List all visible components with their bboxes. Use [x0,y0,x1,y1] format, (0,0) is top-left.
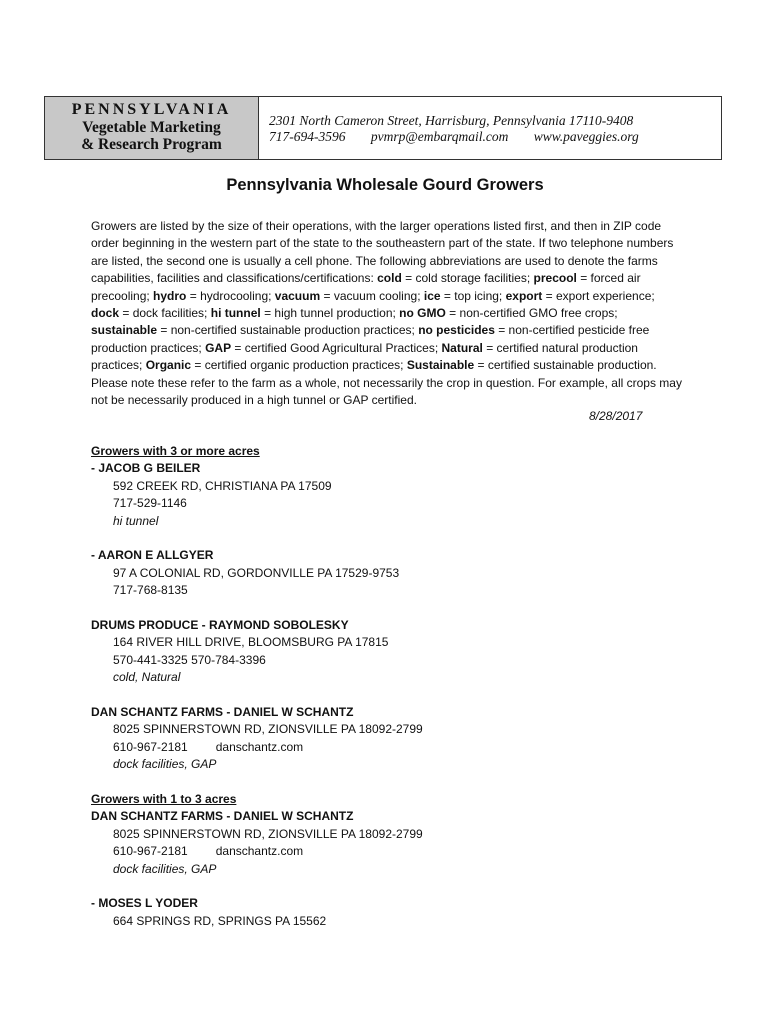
letterhead [44,96,722,160]
org-address: 2301 North Cameron Street, Harrisburg, Pennsylvania 17110-9408 [269,113,634,128]
grower-contact-line [91,495,691,512]
abbreviation-definition: = non-certified sustainable production practices; [157,323,419,338]
grower-name: DAN SCHANTZ FARMS - DANIEL W SCHANTZ [91,809,354,824]
abbreviation-definition: = export experience; [542,288,655,303]
grower-website[interactable]: danschantz.com [215,739,304,754]
grower-phone: 570-441-3325 570-784-3396 [113,652,266,667]
group-heading: Growers with 1 to 3 acres [91,792,237,807]
grower-contact-line [91,582,691,599]
abbreviation-definition: = certified Good Agricultural Practices; [231,340,442,355]
grower-attributes: dock facilities, GAP [113,861,217,876]
abbreviation-term: vacuum [274,288,321,303]
grower-name: DRUMS PRODUCE - RAYMOND SOBOLESKY [91,618,349,633]
grower-phone: 610-967-2181 [113,844,188,859]
abbreviation-term: Organic [145,358,192,373]
abbreviation-definition: = cold storage facilities; [401,271,534,286]
org-subtitle-line-1: Vegetable Marketing [82,119,221,136]
abbreviation-term: Sustainable [406,358,475,373]
abbreviation-term: hi tunnel [210,306,261,321]
abbreviation-term: Natural [441,340,483,355]
grower-entry [91,895,691,930]
org-subtitle-line-2: & Research Program [81,136,222,153]
grower-phone: 610-967-2181 [113,739,188,754]
intro-text: Growers are listed by the size of their operations, with the larger operations listed first, and then in ZIP code order beginning in the western part of the state to the southeastern part of the state. If two telephone numbers are listed, the second one is usually a cell phone. The following abbreviations are used to denote the farms capabilities, facilities and classifications/certifications: [91,219,674,286]
abbreviation-definition: = non-certified GMO free crops; [445,306,618,321]
org-block [45,97,259,159]
grower-name: - AARON E ALLGYER [91,548,214,563]
abbreviation-list [91,271,657,372]
grower-contact-line [91,652,691,669]
abbreviation-definition: = forced air precooling; [91,271,641,303]
grower-attributes: dock facilities, GAP [113,757,217,772]
abbreviation-definition: = dock facilities; [119,306,211,321]
grower-attributes: hi tunnel [113,513,159,528]
abbreviation-definition: = top icing; [440,288,506,303]
grower-phone: 717-529-1146 [113,496,187,511]
grower-listing [91,443,691,948]
abbreviation-definition: = non-certified pesticide free production practices; [91,323,650,355]
grower-address: 664 SPRINGS RD, SPRINGS PA 15562 [113,913,327,928]
group-heading: Growers with 3 or more acres [91,444,260,458]
grower-entry [91,617,691,687]
grower-contact-line [91,739,691,756]
grower-address: 164 RIVER HILL DRIVE, BLOOMSBURG PA 17815 [113,635,389,650]
document-date: 8/28/2017 [589,409,643,423]
abbreviation-definition: = certified natural production practices; [91,340,638,373]
abbreviation-term: hydro [153,288,187,303]
abbreviation-term: sustainable [91,323,158,338]
abbreviation-term: export [505,288,543,303]
grower-entry [91,547,691,599]
grower-address: 8025 SPINNERSTOWN RD, ZIONSVILLE PA 18092-2799 [113,826,423,841]
org-website[interactable]: www.paveggies.org [533,129,639,144]
org-phone: 717-694-3596 [269,129,346,144]
contact-block [259,97,721,159]
grower-name: DAN SCHANTZ FARMS - DANIEL W SCHANTZ [91,705,354,720]
grower-entry [91,460,691,530]
intro-paragraph [91,218,685,409]
abbreviation-term: dock [91,306,120,321]
abbreviation-term: cold [377,271,402,286]
abbreviation-term: no GMO [399,306,446,321]
abbreviation-definition: = certified sustainable production. [474,358,657,373]
grower-address: 8025 SPINNERSTOWN RD, ZIONSVILLE PA 18092-2799 [113,722,423,737]
grower-entry [91,704,691,774]
grower-address: 97 A COLONIAL RD, GORDONVILLE PA 17529-9753 [113,565,400,580]
grower-name: - MOSES L YODER [91,896,198,911]
grower-contact-line [91,843,691,860]
grower-entry [91,808,691,878]
contact-line [269,129,721,145]
page-title: Pennsylvania Wholesale Gourd Growers [226,176,544,194]
abbreviation-definition: = high tunnel production; [260,306,400,321]
grower-phone: 717-768-8135 [113,583,188,598]
abbreviation-term: precool [533,271,577,286]
intro-note: Please note these refer to the farm as a whole, not necessarily the crop in question. For example, all crops may not be necessarily produced in a high tunnel or GAP certified. [91,375,682,408]
abbreviation-definition: = vacuum cooling; [320,288,424,303]
org-name: PENNSYLVANIA [71,101,232,118]
grower-address: 592 CREEK RD, CHRISTIANA PA 17509 [113,478,332,493]
grower-attributes: cold, Natural [113,670,181,685]
abbreviation-definition: = certified organic production practices; [191,358,407,373]
grower-name: - JACOB G BEILER [91,461,201,476]
abbreviation-term: ice [423,288,441,303]
abbreviation-term: no pesticides [418,323,495,338]
abbreviation-term: GAP [205,340,232,355]
grower-website[interactable]: danschantz.com [215,844,304,859]
abbreviation-definition: = hydrocooling; [186,288,275,303]
org-email[interactable]: pvmrp@embarqmail.com [370,129,509,144]
